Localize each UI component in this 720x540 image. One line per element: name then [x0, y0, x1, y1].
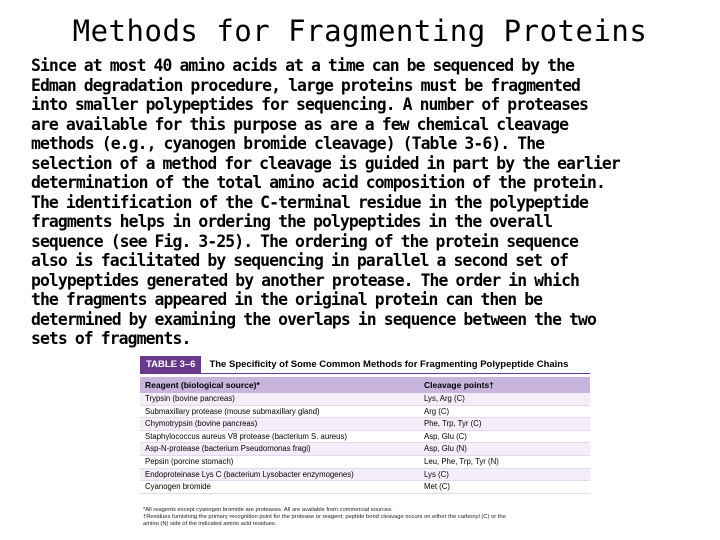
paragraph-line: determined by examining the overlaps in sequence between the two	[31, 309, 596, 329]
cleavage-cell: Arg (C)	[424, 406, 450, 416]
paragraph-line: sets of fragments.	[31, 329, 191, 348]
paragraph-line: also is facilitated by sequencing in parallel a second set of	[31, 251, 569, 270]
paragraph-line: methods (e.g., cyanogen bromide cleavage) (Table 3-6). The	[31, 134, 545, 153]
specificity-table	[140, 356, 590, 540]
body-paragraph	[31, 56, 691, 349]
cleavage-cell: Lys, Arg (C)	[424, 394, 465, 403]
reagent-cell: Staphylococcus aureus V8 protease (bacterium S. aureus)	[145, 431, 347, 441]
paragraph-line: selection of a method for cleavage is guided in part by the earlier	[31, 153, 620, 173]
paragraph-line: The identification of the C-terminal residue in the polypeptide	[31, 192, 588, 212]
reagent-cell: Trypsin (bovine pancreas)	[145, 394, 235, 403]
paragraph-line: are available for this purpose as are a few chemical cleavage	[31, 114, 569, 134]
table-row	[140, 481, 590, 494]
table-caption	[140, 356, 590, 374]
reagent-cell: Cyanogen bromide	[145, 482, 211, 492]
slide-title: Methods for Fragmenting Proteins	[72, 14, 648, 48]
paragraph-line: into smaller polypeptides for sequencing. A number of proteases	[31, 95, 588, 114]
footnote: †Residues furnishing the primary recognition point for the protease or reagent; peptide bond cleavage occurs on either the carbonyl (C) or the	[143, 513, 506, 520]
paragraph-line: Since at most 40 amino acids at a time can be sequenced by the	[31, 56, 575, 75]
table-row	[140, 456, 590, 469]
footnote: *All reagents except cyanogen bromide are proteases. All are available from commercial sources.	[143, 506, 393, 513]
table-header-row	[140, 377, 590, 393]
paragraph-line: determination of the total amino acid composition of the protein.	[31, 173, 605, 192]
table-row	[140, 431, 590, 444]
cleavage-cell: Lys (C)	[424, 469, 449, 479]
table-row	[140, 443, 590, 456]
cleavage-cell: Met (C)	[424, 482, 450, 492]
reagent-cell: Asp-N-protease (bacterium Pseudomonas fragi)	[145, 444, 311, 454]
cleavage-cell: Asp, Glu (N)	[424, 444, 467, 454]
cleavage-cell: Phe, Trp, Tyr (C)	[424, 419, 482, 429]
table-label: TABLE 3–6	[140, 356, 201, 373]
table-row	[140, 418, 590, 431]
table-body	[140, 393, 590, 494]
reagent-cell: Chymotrypsin (bovine pancreas)	[145, 419, 258, 429]
column-header-cleavage: Cleavage points†	[424, 380, 494, 390]
cleavage-cell: Asp, Glu (C)	[424, 431, 467, 441]
paragraph-line: sequence (see Fig. 3-25). The ordering of the protein sequence	[31, 231, 579, 251]
table-footnotes	[140, 507, 590, 528]
table-row	[140, 393, 590, 406]
table-title: The Specificity of Some Common Methods for Fragmenting Polypeptide Chains	[209, 359, 569, 370]
paragraph-line: polypeptides generated by another protease. The order in which	[31, 270, 580, 290]
paragraph-line: the fragments appeared in the original protein can then be	[31, 290, 543, 309]
reagent-cell: Pepsin (porcine stomach)	[145, 456, 234, 466]
table-row	[140, 469, 590, 482]
reagent-cell: Submaxillary protease (mouse submaxillary gland)	[145, 406, 320, 416]
cleavage-cell: Leu, Phe, Trp, Tyr (N)	[424, 456, 499, 466]
paragraph-line: Edman degradation procedure, large proteins must be fragmented	[31, 75, 581, 95]
table-row	[140, 406, 590, 419]
reagent-cell: Endoproteinase Lys C (bacterium Lysobacter enzymogenes)	[145, 469, 354, 479]
footnote: amino (N) side of the indicated amino acid residues.	[143, 520, 277, 527]
paragraph-line: fragments helps in ordering the polypeptides in the overall	[31, 212, 553, 231]
column-header-reagent: Reagent (biological source)*	[145, 380, 260, 390]
